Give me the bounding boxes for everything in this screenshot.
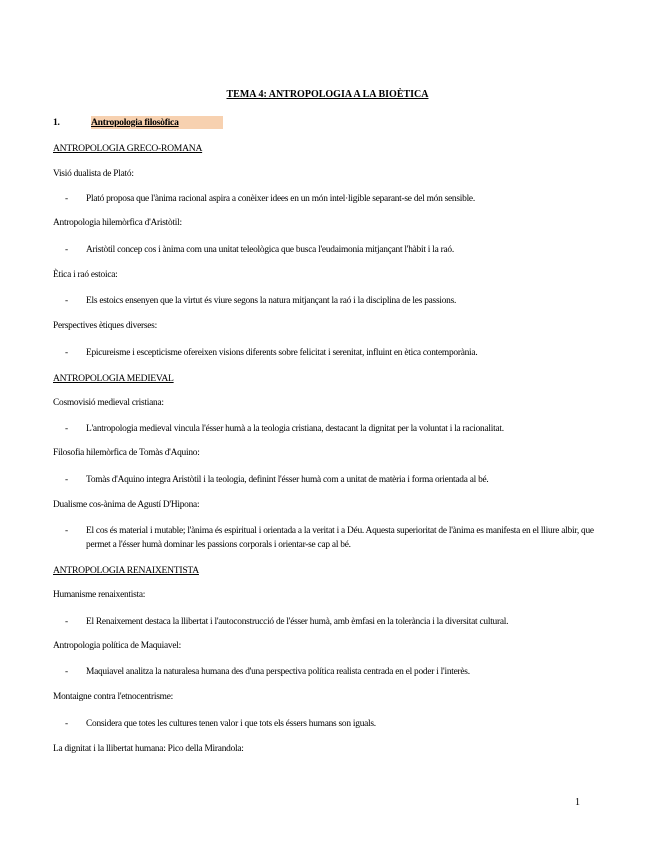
bullet-text: Plató proposa que l'ànima racional aspira a conèixer idees en un món intel·ligible separant-se del món sensible. <box>86 194 475 204</box>
bullet-dash: - <box>65 526 68 536</box>
bullet-item <box>65 665 595 679</box>
subheading: Filosofia hilemòrfica de Tomàs d'Aquino: <box>53 448 200 458</box>
bullet-dash: - <box>65 719 68 729</box>
bullet-item <box>65 422 595 436</box>
bullet-text: El Renaixement destaca la llibertat i l'autoconstrucció de l'ésser humà, amb èmfasi en la tolerància i la diversitat cultural. <box>86 617 509 627</box>
bullet-item <box>65 243 595 257</box>
bullet-dash: - <box>65 245 68 255</box>
section-name: Antropologia filosòfica <box>91 116 223 129</box>
section-heading <box>53 116 223 129</box>
bullet-text: Aristòtil concep cos i ànima com una unitat teleològica que busca l'eudaimonia mitjançant l'hàbit i la raó. <box>86 245 454 255</box>
bullet-text: Tomàs d'Aquino integra Aristòtil i la teologia, definint l'ésser humà com a unitat de matèria i forma orientada al bé. <box>86 475 489 485</box>
subheading: Dualisme cos-ànima de Agustí D'Hipona: <box>53 500 200 510</box>
section-number: 1. <box>53 117 60 128</box>
bullet-text: El cos és material i mutable; l'ànima és espiritual i orientada a la veritat i a Déu. Aquesta superioritat de l'ànima es manifesta en el lliure albir, que permet a l'ésser humà dominar les passions corporals i orientar-se cap al bé. <box>86 526 594 550</box>
subheading: La dignitat i la llibertat humana: Pico della Mirandola: <box>53 744 244 754</box>
subheading: Antropologia política de Maquiavel: <box>53 641 181 651</box>
bullet-dash: - <box>65 348 68 358</box>
bullet-item <box>65 615 595 629</box>
bullet-text: Considera que totes les cultures tenen valor i que tots els éssers humans son iguals. <box>86 719 376 729</box>
bullet-dash: - <box>65 617 68 627</box>
bullet-text: Epicureisme i escepticisme ofereixen visions diferents sobre felicitat i serenitat, influint en ètica contemporània. <box>86 348 478 358</box>
bullet-item <box>65 473 595 487</box>
subheading: Cosmovisió medieval cristiana: <box>53 398 164 408</box>
bullet-item <box>65 717 595 731</box>
subheading: Humanisme renaixentista: <box>53 590 146 600</box>
subheading: Ètica i raó estoica: <box>53 270 118 280</box>
bullet-item <box>65 346 595 360</box>
bullet-dash: - <box>65 667 68 677</box>
bullet-dash: - <box>65 424 68 434</box>
period-heading-renaissance: ANTROPOLOGIA RENAIXENTISTA <box>53 565 199 576</box>
bullet-text: Maquiavel analitza la naturalesa humana des d'una perspectiva política realista centrada en el poder i l'interès. <box>86 667 470 677</box>
subheading: Visió dualista de Plató: <box>53 169 134 179</box>
bullet-dash: - <box>65 475 68 485</box>
subheading: Perspectives ètiques diverses: <box>53 321 157 331</box>
bullet-item <box>65 294 595 308</box>
document-title: TEMA 4: ANTROPOLOGIA A LA BIOÈTICA <box>226 89 429 100</box>
bullet-text: L'antropologia medieval vincula l'ésser humà a la teologia cristiana, destacant la dignitat per la voluntat i la racionalitat. <box>86 424 504 434</box>
period-heading-medieval: ANTROPOLOGIA MEDIEVAL <box>53 373 174 384</box>
period-heading-greco-roman: ANTROPOLOGIA GRECO-ROMANA <box>53 143 203 154</box>
bullet-dash: - <box>65 194 68 204</box>
page-number: 1 <box>575 797 580 808</box>
bullet-dash: - <box>65 296 68 306</box>
subheading: Antropologia hilemòrfica d'Aristòtil: <box>53 218 182 228</box>
bullet-item <box>65 192 595 206</box>
bullet-item <box>65 524 595 552</box>
subheading: Montaigne contra l'etnocentrisme: <box>53 692 173 702</box>
bullet-text: Els estoics ensenyen que la virtut és viure segons la natura mitjançant la raó i la disciplina de les passions. <box>86 296 457 306</box>
